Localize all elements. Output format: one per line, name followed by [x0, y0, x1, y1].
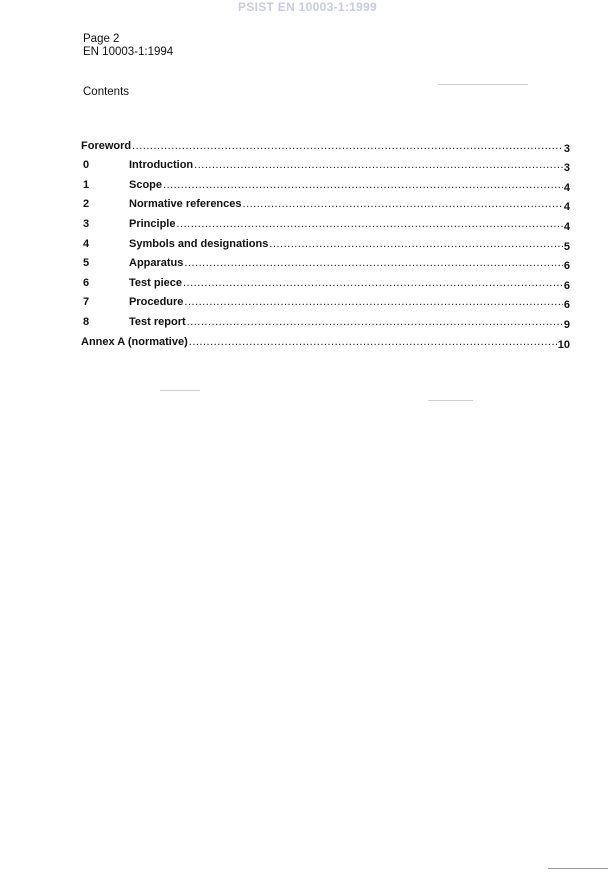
toc-entry-principle[interactable] — [81, 210, 570, 233]
toc-number: 3 — [83, 217, 90, 230]
toc-page: 6 — [563, 279, 570, 292]
watermark: PSIST EN 10003-1:1999 — [237, 0, 378, 14]
toc-page: 4 — [563, 181, 570, 194]
toc-label: Annex A (normative) — [81, 335, 188, 348]
toc-label: Introduction — [129, 159, 194, 172]
toc-leader — [189, 336, 557, 348]
toc-number: 7 — [83, 296, 90, 309]
toc-leader — [184, 257, 562, 269]
toc-label: Test report — [129, 315, 186, 328]
toc-entry-test-piece[interactable] — [81, 269, 570, 292]
toc-leader — [194, 159, 563, 171]
toc-leader — [187, 316, 563, 328]
table-of-contents — [81, 132, 570, 351]
toc-leader — [243, 198, 563, 210]
toc-page: 10 — [557, 338, 570, 351]
toc-number: 0 — [83, 159, 90, 172]
toc-page: 5 — [563, 240, 570, 253]
toc-label: Normative references — [129, 198, 242, 211]
toc-label: Scope — [129, 178, 163, 191]
toc-label: Symbols and designations — [129, 237, 269, 250]
toc-leader — [176, 218, 562, 230]
toc-number: 4 — [83, 237, 90, 250]
toc-entry-introduction[interactable] — [81, 152, 570, 175]
toc-leader — [183, 277, 563, 289]
toc-number: 1 — [83, 178, 90, 191]
scan-artifact — [160, 390, 200, 391]
toc-entry-annex-a[interactable] — [81, 328, 570, 351]
toc-number: 5 — [83, 257, 90, 270]
toc-leader — [184, 296, 562, 308]
contents-title: Contents — [83, 86, 130, 98]
toc-page: 6 — [563, 260, 570, 273]
toc-entry-scope[interactable] — [81, 171, 570, 194]
toc-page: 4 — [563, 201, 570, 214]
scan-artifact — [548, 868, 608, 869]
page-number: Page 2 — [83, 33, 120, 45]
toc-entry-procedure[interactable] — [81, 289, 570, 312]
page-header — [83, 33, 173, 59]
toc-number: 2 — [83, 198, 90, 211]
scan-artifact — [438, 84, 528, 85]
toc-page: 9 — [563, 318, 570, 331]
toc-label: Apparatus — [129, 257, 184, 270]
scan-artifact — [428, 400, 473, 401]
toc-leader — [269, 238, 563, 250]
toc-label: Test piece — [129, 276, 182, 289]
toc-leader — [163, 179, 563, 191]
toc-entry-symbols[interactable] — [81, 230, 570, 253]
toc-page: 4 — [563, 220, 570, 233]
toc-leader — [132, 140, 563, 152]
toc-page: 3 — [563, 162, 570, 175]
toc-label: Procedure — [129, 296, 184, 309]
toc-entry-test-report[interactable] — [81, 308, 570, 331]
toc-page: 6 — [563, 299, 570, 312]
toc-entry-foreword[interactable] — [81, 132, 570, 155]
standard-id: EN 10003-1:1994 — [83, 46, 174, 58]
toc-page: 3 — [563, 142, 570, 155]
toc-number: 8 — [83, 315, 90, 328]
toc-entry-normative-references[interactable] — [81, 191, 570, 214]
toc-label: Principle — [129, 217, 176, 230]
toc-label: Foreword — [81, 139, 132, 152]
toc-number: 6 — [83, 276, 90, 289]
toc-entry-apparatus[interactable] — [81, 250, 570, 273]
